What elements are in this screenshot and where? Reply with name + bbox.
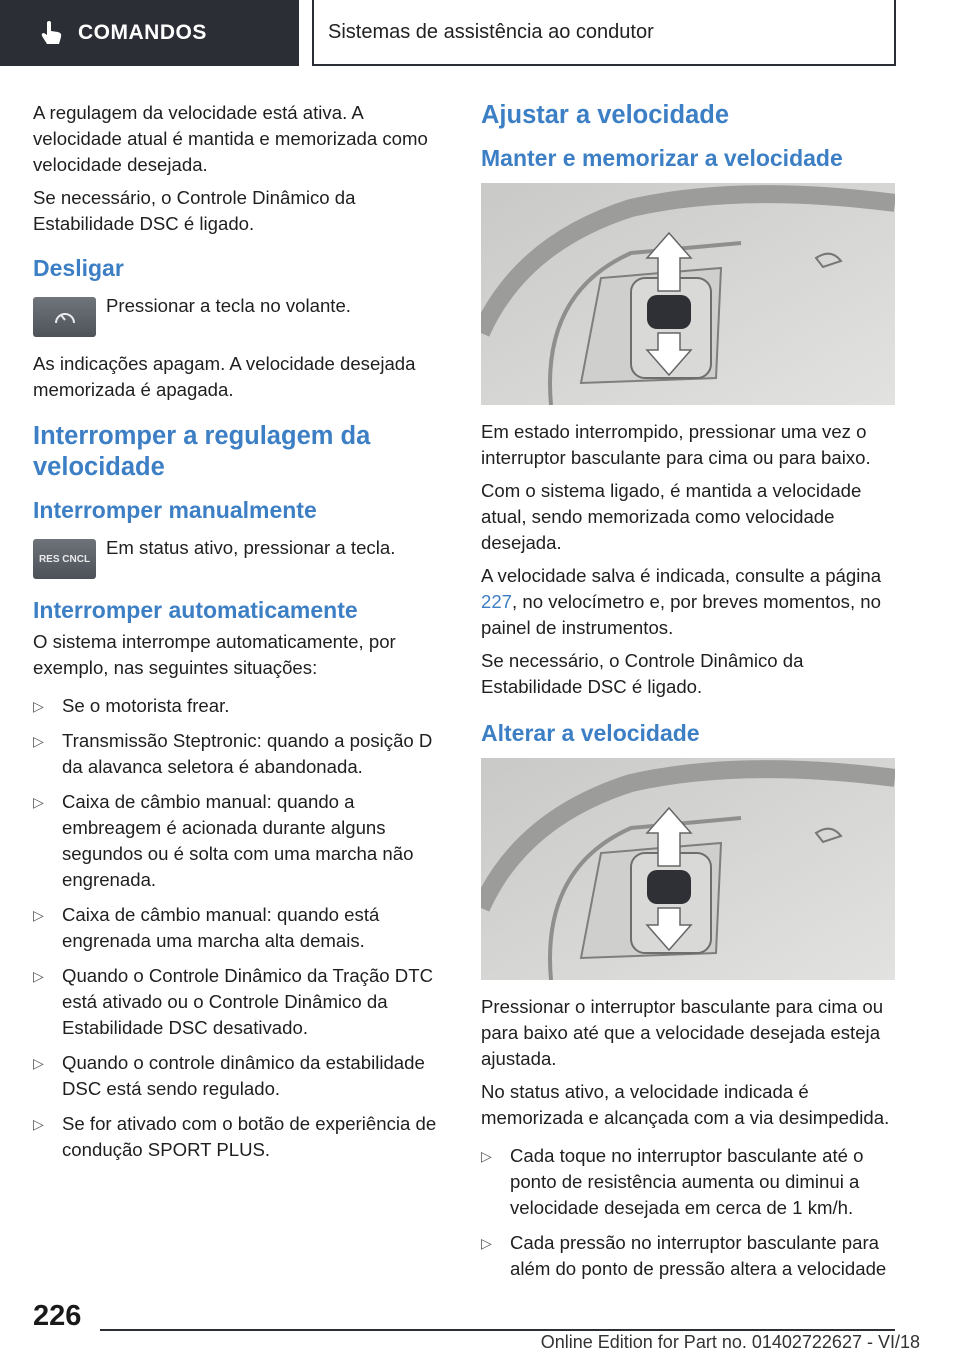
heading-ajustar: Ajustar a velocidade [481, 101, 730, 129]
manter-paragraph: Com o sistema ligado, é mantida a velocidade atual, sendo memorizada como velocidade desejada. [481, 480, 862, 553]
bullet-triangle-icon: ▷ [33, 1116, 44, 1132]
res-cncl-key-icon: RES CNCL [33, 539, 96, 579]
list-item: ▷ Cada toque no interruptor basculante até o ponto de resistência aumenta ou diminui a velocidade desejada em cerca de 1 km/h. [481, 1145, 864, 1218]
alterar-paragraph: No status ativo, a velocidade indicada é memorizada e alcançada com a via desimpedida. [481, 1081, 890, 1128]
bullet-triangle-icon: ▷ [33, 733, 44, 749]
list-item: ▷ Se o motorista frear. [33, 693, 447, 719]
edition-text: Online Edition for Part no. 01402722627 - VI/18 [540, 1332, 920, 1352]
bullet-triangle-icon: ▷ [481, 1148, 492, 1164]
heading-interromper-manual: Interromper manualmente [33, 497, 317, 523]
list-item: ▷ Caixa de câmbio manual: quando está engrenada uma marcha alta demais. [33, 904, 380, 951]
heading-desligar: Desligar [33, 255, 124, 281]
dsc-paragraph: Se necessário, o Controle Dinâmico da Estabilidade DSC é ligado. [481, 650, 804, 697]
intro-paragraph: Se necessário, o Controle Dinâmico da Estabilidade DSC é ligado. [33, 187, 356, 234]
section-label: COMANDOS [78, 21, 207, 44]
desligar-instruction: Pressionar a tecla no volante. [106, 295, 351, 316]
heading-interromper: Interromper a regulagem da velocidade [33, 422, 371, 481]
intro-paragraph: A regulagem da velocidade está ativa. A velocidade atual é mantida e memorizada como velocidade desejada. [33, 102, 428, 175]
bullet-triangle-icon: ▷ [33, 968, 44, 984]
list-item: ▷ Quando o Controle Dinâmico da Tração DTC está ativado ou o Controle Dinâmico da Estabilidade DSC desativado. [33, 965, 434, 1038]
manter-paragraph: Em estado interrompido, pressionar uma vez o interruptor basculante para cima ou para baixo. [481, 421, 871, 468]
cruise-control-key-icon [33, 297, 96, 337]
page-number: 226 [33, 1300, 82, 1332]
left-column [33, 100, 447, 1172]
alterar-bullet-list [481, 1143, 895, 1282]
bullet-triangle-icon: ▷ [33, 907, 44, 923]
list-item: ▷ Se for ativado com o botão de experiência de condução SPORT PLUS. [33, 1113, 437, 1160]
steering-wheel-rocker-photo [481, 183, 895, 405]
alterar-paragraph: Pressionar o interruptor basculante para cima ou para baixo até que a velocidade desejada esteja ajustada. [481, 996, 884, 1069]
page-link[interactable]: 227 [481, 591, 513, 612]
list-item: ▷ Caixa de câmbio manual: quando a embreagem é acionada durante alguns segundos ou é solta com uma marcha não engrenada. [33, 791, 414, 890]
heading-alterar: Alterar a velocidade [481, 720, 700, 746]
heading-interromper-auto: Interromper automaticamente [33, 597, 358, 623]
steering-wheel-rocker-photo-2 [481, 758, 895, 980]
salva-paragraph: A velocidade salva é indicada, consulte a página 227, no velocímetro e, por breves momentos, no painel de instrumentos. [481, 565, 882, 638]
bullet-triangle-icon: ▷ [33, 1055, 44, 1071]
bullet-triangle-icon: ▷ [33, 794, 44, 810]
desligar-key-row [33, 293, 447, 337]
section-tab [0, 0, 299, 66]
manual-key-row [33, 535, 447, 579]
right-column [481, 100, 895, 1291]
list-item: ▷ Cada pressão no interruptor basculante para além do ponto de pressão altera a velocidade [481, 1232, 887, 1279]
list-item: ▷ Transmissão Steptronic: quando a posição D da alavanca seletora é abandonada. [33, 730, 433, 777]
chapter-title: Sistemas de assistência ao condutor [312, 0, 896, 66]
desligar-result: As indicações apagam. A velocidade desejada memorizada é apagada. [33, 353, 416, 400]
bullet-triangle-icon: ▷ [481, 1235, 492, 1251]
bullet-triangle-icon: ▷ [33, 698, 44, 714]
list-item: ▷ Quando o controle dinâmico da estabilidade DSC está sendo regulado. [33, 1052, 425, 1099]
auto-intro: O sistema interrompe automaticamente, por exemplo, nas seguintes situações: [33, 631, 396, 678]
auto-bullet-list [33, 693, 447, 1163]
hand-pointer-icon [38, 19, 66, 47]
footer-divider [100, 1329, 895, 1331]
manual-instruction: Em status ativo, pressionar a tecla. [106, 537, 396, 558]
heading-manter: Manter e memorizar a velocidade [481, 145, 843, 171]
